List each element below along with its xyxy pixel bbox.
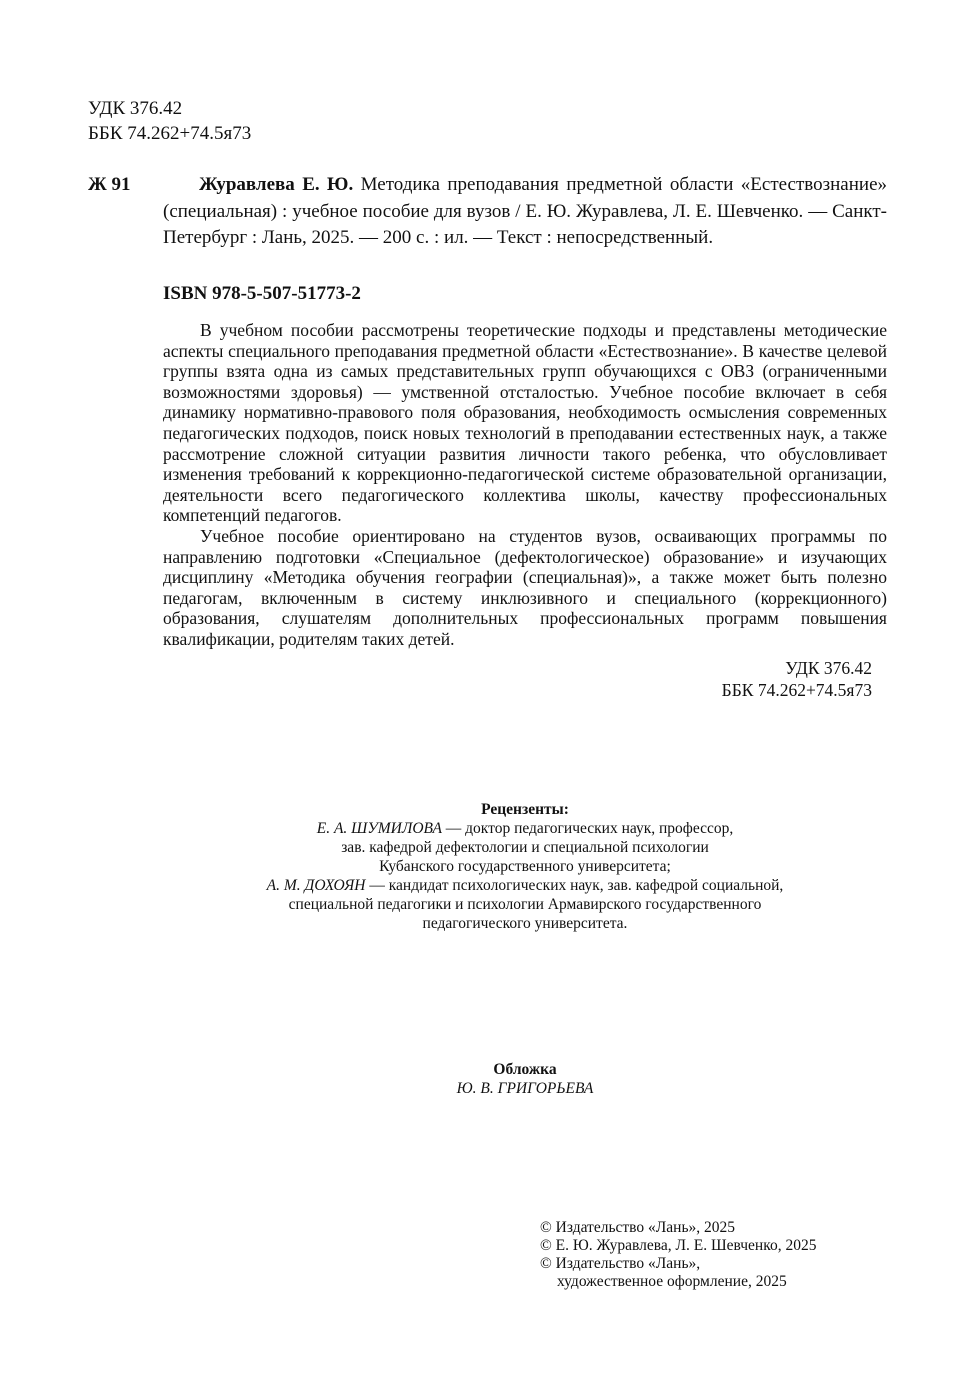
reviewer-1-line-1 [200,819,850,838]
reviewers-heading: Рецензенты: [481,801,569,818]
bibliographic-text: Методика преподавания предметной области «Естествознание» (специальная) : учебное пособие для вузов / Е. Ю. Журавлева, Л. Е. Шевченко. — Санкт-Петербург : Лань, 2025. — 200 с. : ил. — Текст : непосредственный. [163,174,888,248]
cover-credit [200,1060,850,1098]
reviewer-2-title: — кандидат психологических наук, зав. кафедрой социальной, [365,877,784,894]
reviewer-2-line-2: специальной педагогики и психологии Армавирского государственного [288,896,762,913]
classification-udk: УДК 376.42 [785,658,872,678]
isbn: ISBN 978-5-507-51773-2 [163,283,361,304]
reviewer-1-line-3: Кубанского государственного университета; [379,858,671,875]
abstract-paragraph-2: Учебное пособие ориентировано на студентов вузов, осваивающих программы по направлению подготовки «Специальное (дефектологическое) образование» и изучающих дисциплину «Методика обучения географии (специальная)», а также может быть полезно педагогам, включенным в систему инклюзивного и специального (коррекционного) образования, слушателям дополнительных профессиональных программ повышения квалификации, родителям таких детей. [163,525,887,649]
cover-designer: Ю. В. ГРИГОРЬЕВА [456,1080,594,1097]
copyright-line-2: © Е. Ю. Журавлева, Л. Е. Шевченко, 2025 [540,1237,817,1254]
bibliographic-entry [163,172,887,252]
reviewers-block [200,800,850,933]
author-code: Ж 91 [88,174,131,195]
copyright-line-3: © Издательство «Лань», [540,1255,701,1272]
copyright-block [540,1219,816,1291]
cover-heading: Обложка [493,1061,557,1078]
reviewer-2-line-3: педагогического университета. [422,915,628,932]
reviewer-1-title: — доктор педагогических наук, профессор, [441,820,734,837]
copyright-line-1: © Издательство «Лань», 2025 [540,1219,736,1236]
header-udk: УДК 376.42 [88,98,183,119]
reviewer-2-line-1 [200,876,850,895]
header-bbk: ББК 74.262+74.5я73 [88,123,252,144]
reviewer-1-name: Е. А. ШУМИЛОВА [316,820,442,837]
abstract-paragraph-1: В учебном пособии рассмотрены теоретические подходы и представлены методические аспекты специального преподавания предметной области «Естествознание». В качестве целевой группы взята одна из самых представительных групп обучающихся с ОВЗ (ограниченными возможностями здоровья) — умственной отсталостью. Учебное пособие включает в себя динамику нормативно-правового поля образования, необходимость осмысления современных педагогических подходов, поиск новых технологий в преподавании естественных наук, а также рассмотрение сложной ситуации развития личности такого ребенка, что обусловливает изменения требований к коррекционно-педагогической системе образовательной организации, деятельности всего педагогического коллектива школы, качеству профессиональных компетенций педагогов. [163,320,887,526]
classification-bbk: ББК 74.262+74.5я73 [721,680,872,700]
bibliographic-author: Журавлева Е. Ю. [199,174,354,195]
header-codes [88,96,251,146]
reviewer-1-line-2: зав. кафедрой дефектологии и специальной психологии [341,839,709,856]
abstract [163,320,887,650]
classification-codes [640,657,872,701]
copyright-line-4: художественное оформление, 2025 [557,1273,787,1290]
reviewer-2-name: А. М. ДОХОЯН [266,877,366,894]
